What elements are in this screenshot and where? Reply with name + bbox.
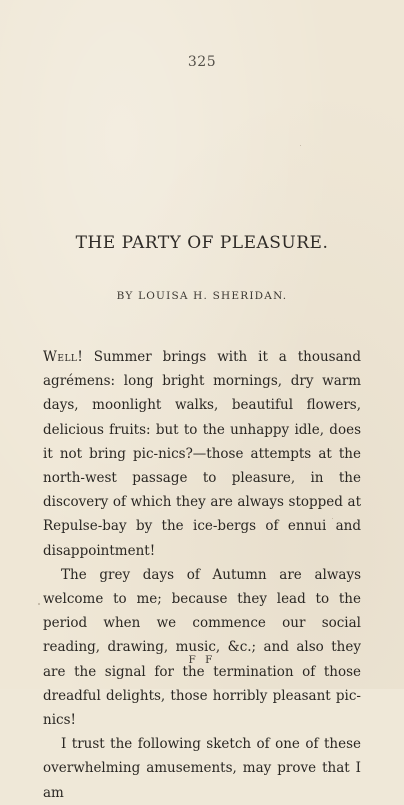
paragraph-2: The grey days of Autumn are always welcome to me; because they lead to the period when we commence our social reading, drawing, music, &c.; and also they are the signal for the termination of those dreadful delights, those horribly pleasant pic-nics!	[43, 566, 361, 729]
body-text	[43, 345, 361, 805]
author-byline: BY LOUISA H. SHERIDAN.	[116, 290, 288, 302]
paper-speck	[38, 603, 40, 605]
paragraph-1-text: ! Summer brings with it a thousand agrémens: long bright mornings, dry warm days, moonlight walks, beautiful flowers, delicious fruits: but to the unhappy idle, does it not bring pic-nics?—those attempts at the north-west passage to pleasure, in the discovery of which they are always stopped at Repulse-bay by the ice-bergs of ennui and disappointment!	[43, 349, 361, 559]
paragraph-3: I trust the following sketch of one of these overwhelming amusements, may prove that I am	[43, 736, 361, 801]
chapter-title: THE PARTY OF PLEASURE.	[75, 233, 329, 253]
page-number: 325	[187, 54, 217, 70]
paper-speck	[300, 145, 301, 146]
paper-speck	[332, 518, 333, 519]
paragraph-lead-word: Well	[43, 349, 78, 365]
paragraph-1	[43, 345, 361, 563]
signature-mark: F F	[188, 654, 216, 666]
